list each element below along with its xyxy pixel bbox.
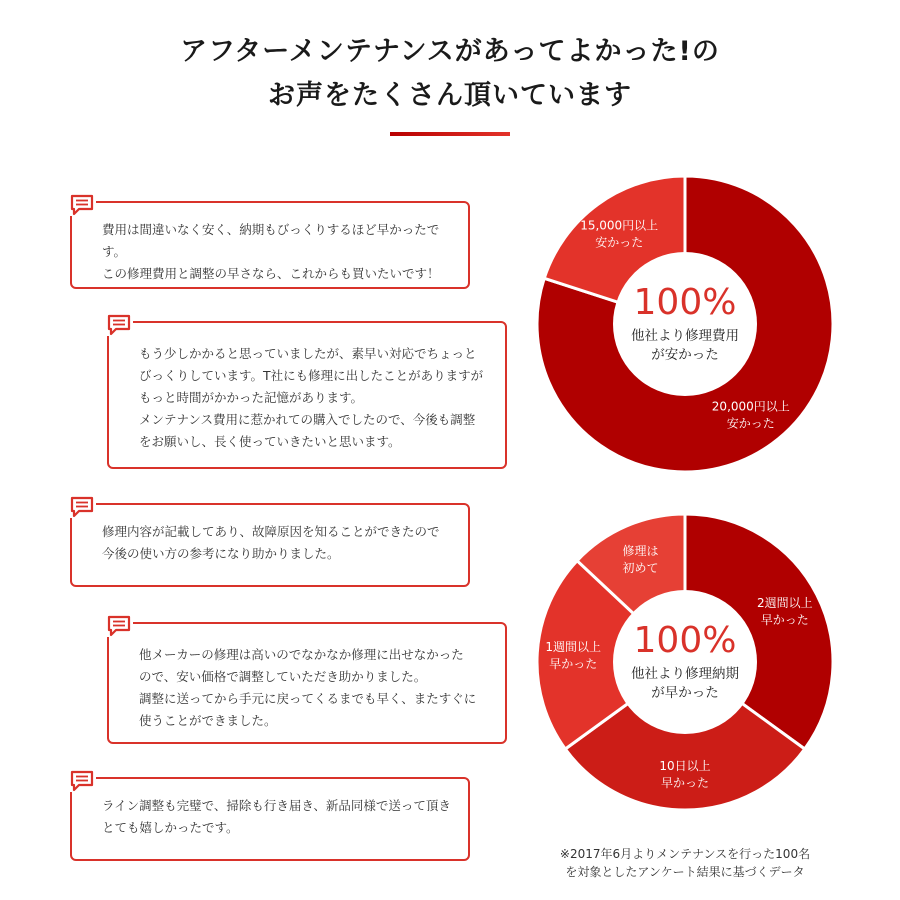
cost-donut-svg [535,174,835,474]
survey-footnote [530,845,840,881]
testimonial-text: もう少しかかると思っていましたが、素早い対応でちょっと びっくりしています。T社にも修理に出したことがありますが もっと時間がかかった記憶があります。 メンテナンス費用に惹かれての購入でしたので、今後も調整 をお願いし、長く使っていきたいと思います。 [139,346,484,449]
testimonial-text: ライン調整も完璧で、掃除も行き届き、新品同様で送って頂き とても嬉しかったです。 [102,798,451,835]
slice-label: 初めて [622,561,659,576]
testimonial-text: 他メーカーの修理は高いのでなかなか修理に出せなかった ので、安い価格で調整していただき助かりました。 調整に送ってから手元に戻ってくるまでも早く、またすぐに 使うことができました。 [139,647,477,728]
comment-icon [107,314,133,336]
slice-label: 早かった [760,613,809,628]
comment-icon [70,770,96,792]
testimonial-card [107,321,507,469]
heading-line-1: アフターメンテナンスがあってよかった!の [180,36,720,67]
center-label: が早かった [651,685,719,701]
testimonial-card [70,503,470,587]
slice-label: 1週間以上 [545,640,602,654]
center-label: が安かった [651,347,719,363]
comment-icon [107,615,133,637]
footnote-line-2: を対象としたアンケート結果に基づくデータ [565,865,805,879]
heading-line-2: お声をたくさん頂いています [268,80,632,111]
page-heading [0,30,900,118]
center-label: 他社より修理費用 [631,328,739,344]
delivery-donut-chart [535,512,835,816]
comment-icon [70,496,96,518]
footnote-line-1: ※2017年6月よりメンテナンスを行った100名 [559,847,811,861]
slice-label: 早かった [660,776,710,790]
center-value: 100% [633,282,737,323]
donut-hole [613,590,757,734]
slice-label: 安かった [595,235,644,250]
center-value: 100% [633,620,737,661]
slice-label: 早かった [549,657,598,671]
slice-label: 2週間以上 [756,596,813,611]
cost-donut-chart [535,174,835,478]
testimonial-text: 修理内容が記載してあり、故障原因を知ることができたので 今後の使い方の参考になり助かりました。 [102,524,440,561]
testimonial-card [70,201,470,289]
delivery-donut-svg [535,512,835,812]
slice-label: 10日以上 [659,759,711,773]
testimonial-card [70,777,470,861]
slice-label: 修理は [622,544,659,559]
slice-label: 安かった [726,416,775,431]
slice-label: 15,000円以上 [580,218,659,233]
heading-underline [390,132,510,136]
center-label: 他社より修理納期 [631,666,739,682]
donut-hole [613,252,757,396]
testimonial-text: 費用は間違いなく安く、納期もびっくりするほど早かったです。 この修理費用と調整の早さなら、これからも買いたいです！ [102,222,440,281]
comment-icon [70,194,96,216]
testimonial-card [107,622,507,744]
slice-label: 20,000円以上 [711,399,790,414]
